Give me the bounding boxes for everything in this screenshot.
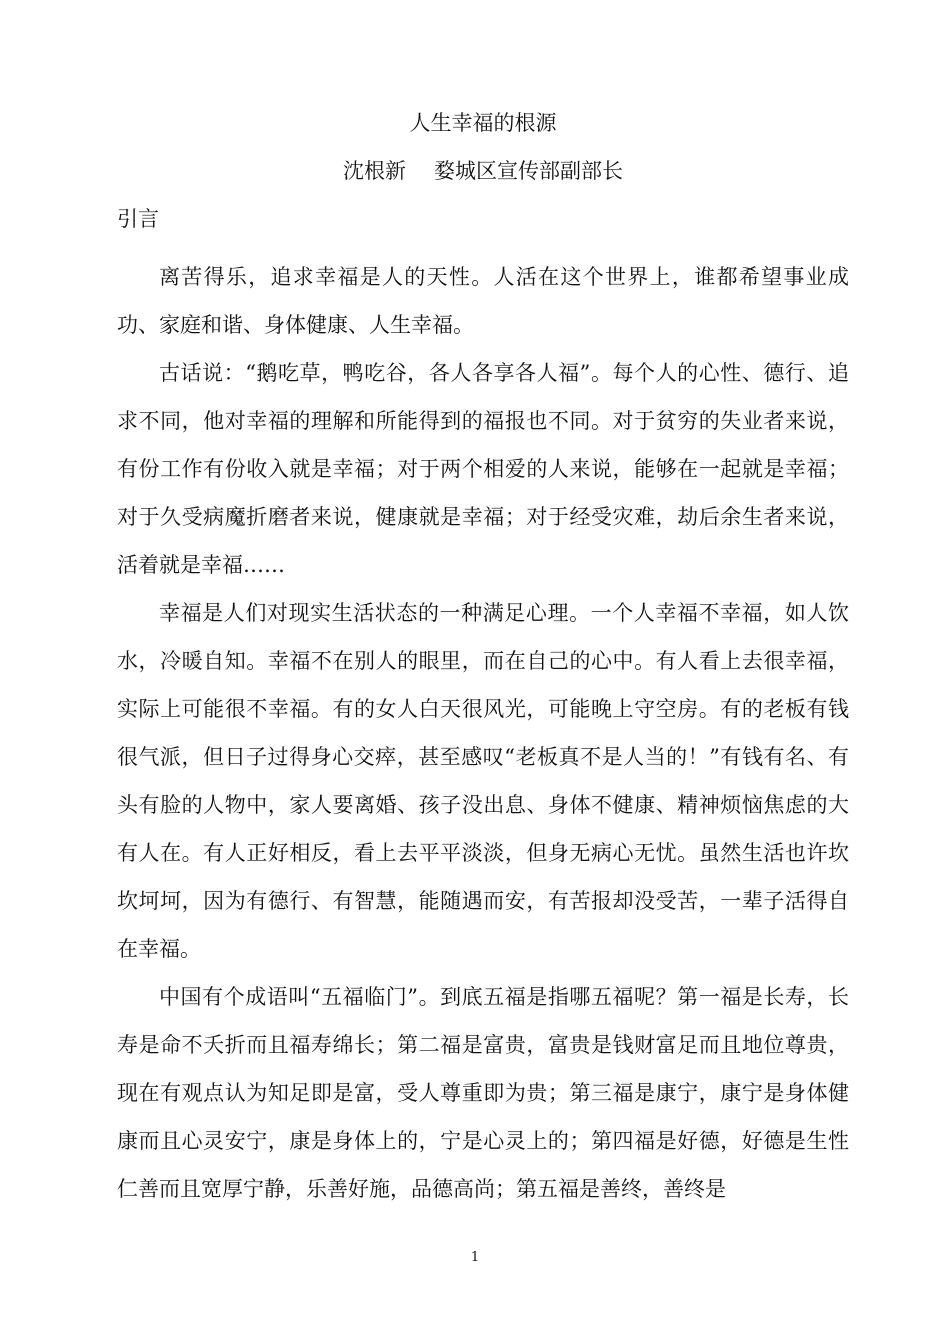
author-position: 婺城区宣传部副部长: [434, 159, 623, 183]
section-heading: 引言: [117, 207, 159, 231]
page-number: 1: [470, 1250, 480, 1265]
paragraph-4: 中国有个成语叫“五福临门”。到底五福是指哪五福呢？第一福是长寿，长寿是命不夭折而且福寿绵长；第二福是富贵，富贵是钱财富足而且地位尊贵，现在有观点认为知足即是富，受人尊重即为贵；第三福是康宁，康宁是身体健康而且心灵安宁，康是身体上的，宁是心灵上的；第四福是好德，好德是生性仁善而且宽厚宁静，乐善好施，品德高尚；第五福是善终，善终是: [117, 985, 849, 1201]
paragraph-3: 幸福是人们对现实生活状态的一种满足心理。一个人幸福不幸福，如人饮水，冷暖自知。幸福不在别人的眼里，而在自己的心中。有人看上去很幸福，实际上可能很不幸福。有的女人白天很风光，可能晚上守空房。有的老板有钱很气派，但日子过得身心交瘁，甚至感叹“老板真不是人当的！”有钱有名、有头有脸的人物中，家人要离婚、孩子没出息、身体不健康、精神烦恼焦虑的大有人在。有人正好相反，看上去平平淡淡，但身无病心无忧。虽然生活也许坎坎坷坷，因为有德行、有智慧，能随遇而安，有苦报却没受苦，一辈子活得自在幸福。: [117, 601, 849, 961]
paragraph-2: 古话说：“鹅吃草，鸭吃谷，各人各享各人福”。每个人的心性、德行、追求不同，他对幸福的理解和所能得到的福报也不同。对于贫穷的失业者来说，有份工作有份收入就是幸福；对于两个相爱的人来说，能够在一起就是幸福；对于久受病魔折磨者来说，健康就是幸福；对于经受灾难，劫后余生者来说，活着就是幸福……: [117, 361, 849, 577]
paragraph-1: 离苦得乐，追求幸福是人的天性。人活在这个世界上，谁都希望事业成功、家庭和谐、身体健康、人生幸福。: [117, 265, 849, 337]
author-byline: [117, 158, 849, 184]
author-name: 沈根新: [343, 159, 406, 183]
body-text: [117, 253, 849, 1213]
document-title: 人生幸福的根源: [409, 111, 557, 135]
